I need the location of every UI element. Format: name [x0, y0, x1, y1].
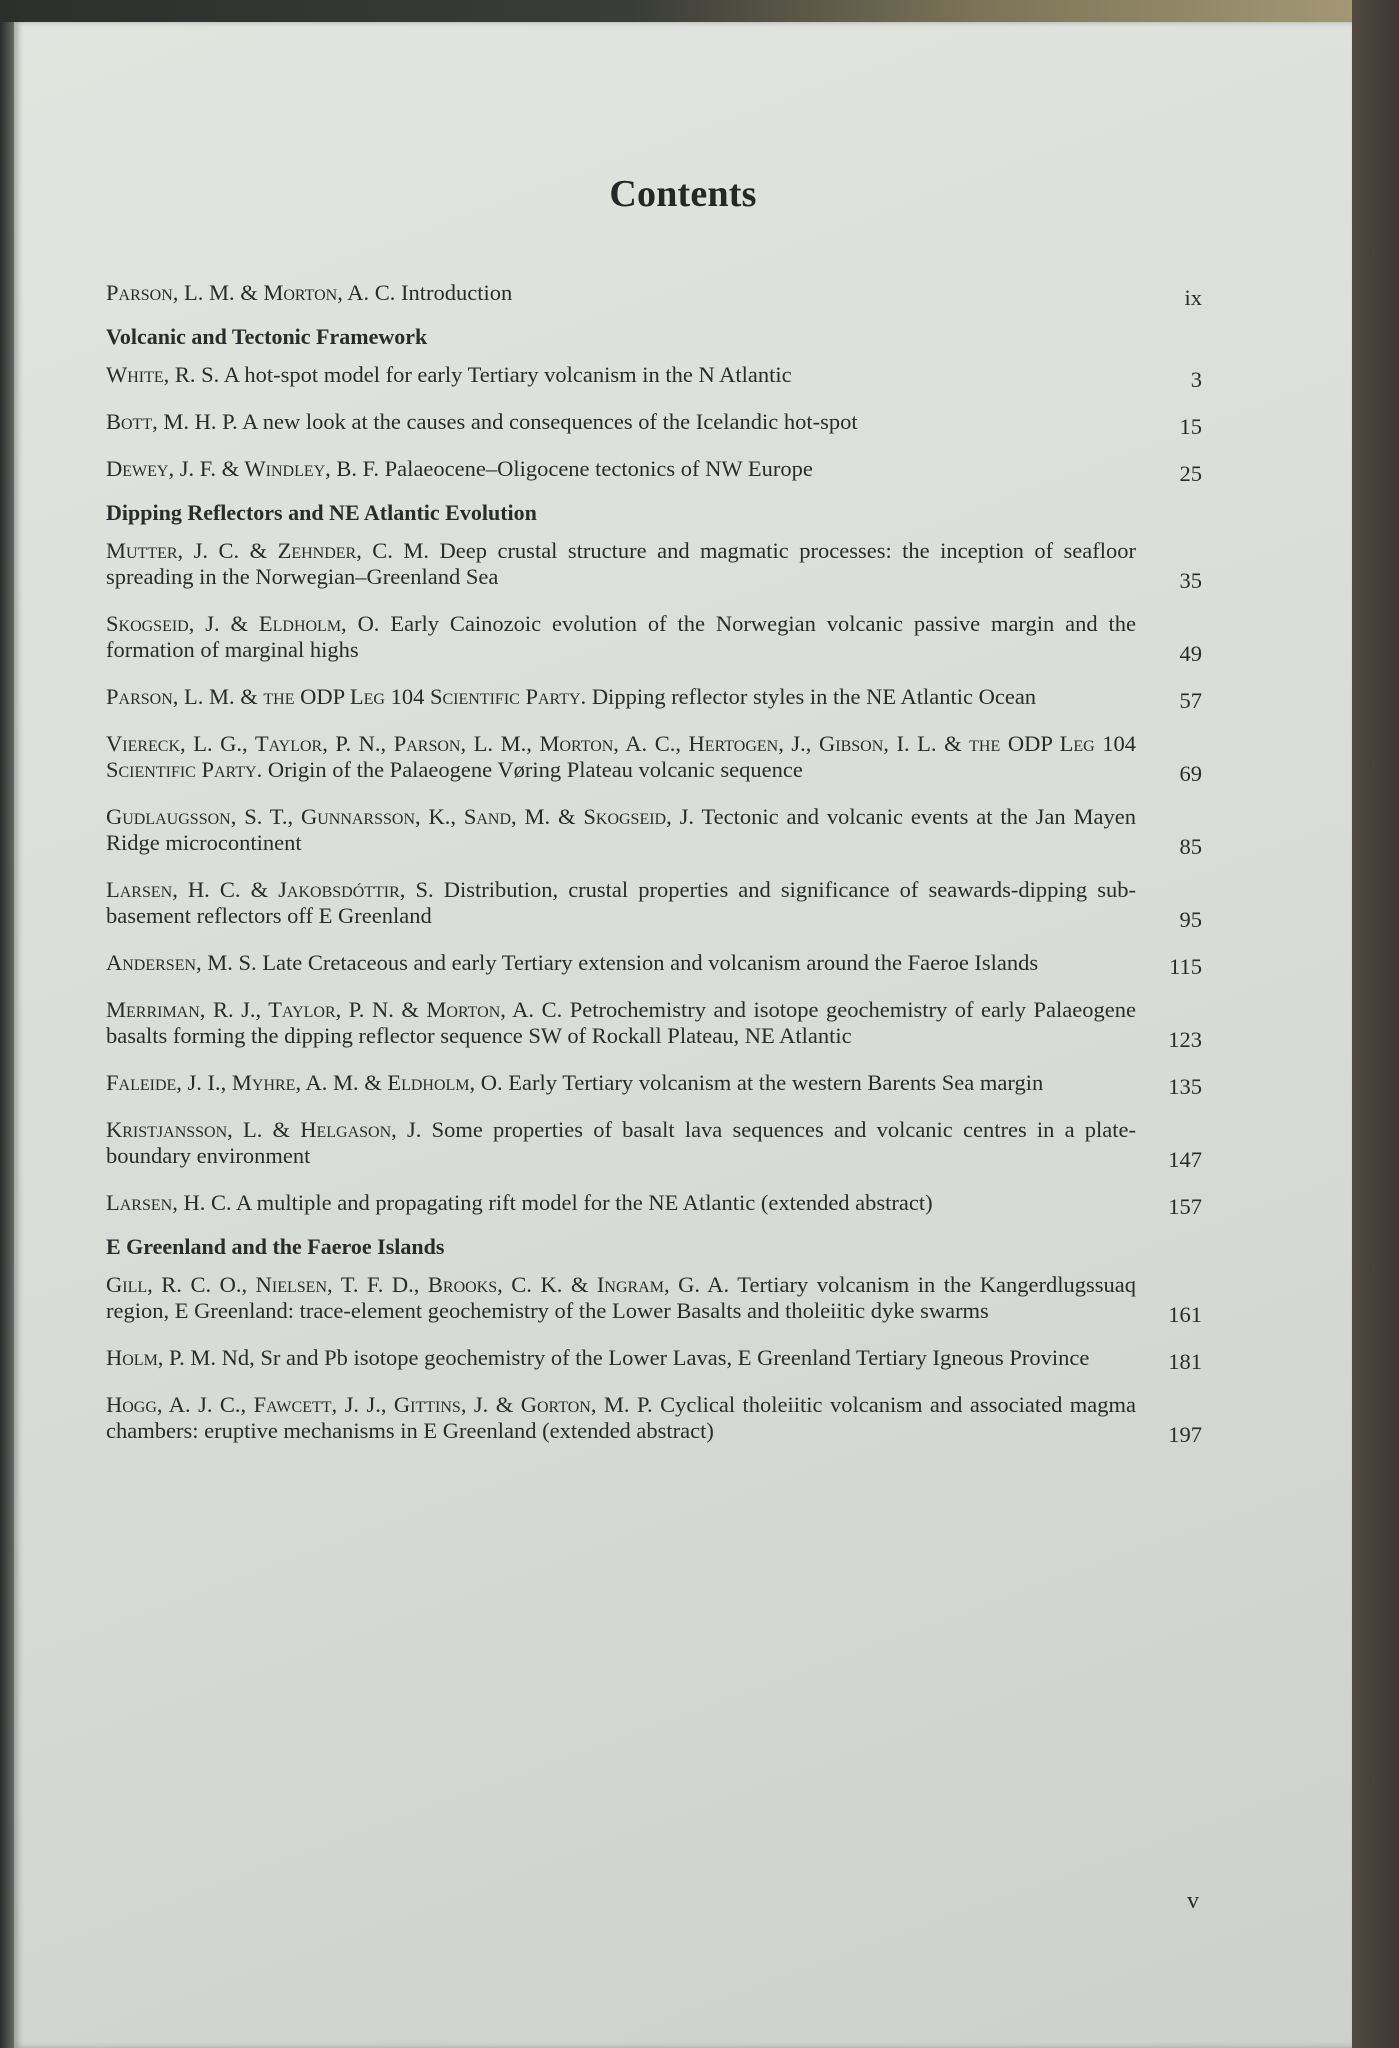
entry-citation [106, 804, 1136, 856]
table-of-contents [106, 280, 1202, 1447]
entry-authors: Hogg, A. J. C., Fawcett, J. J., Gittins, J. & Gorton, M. P. [106, 1392, 653, 1417]
entry-page-number: 69 [1179, 761, 1202, 786]
entry-citation [106, 1117, 1136, 1169]
section-heading-text: Volcanic and Tectonic Framework [106, 324, 428, 349]
section-heading [106, 1234, 1202, 1260]
entry-citation [106, 950, 1136, 976]
section-heading [106, 500, 1202, 526]
entry-title: Tectonic and volcanic events at the Jan Mayen Ridge microcontinent [106, 804, 1137, 855]
toc-entry [106, 1345, 1202, 1374]
entry-title: A new look at the causes and consequences of the Icelandic hot-spot [242, 409, 858, 434]
entry-authors: Parson, L. M. & Morton, A. C. [106, 280, 396, 305]
entry-page-number: 181 [1168, 1349, 1202, 1374]
entry-authors: Bott, M. H. P. [106, 409, 238, 434]
entry-title: Distribution, crustal properties and significance of seawards-dipping sub-basement reflectors off E Greenland [106, 877, 1136, 928]
entry-citation [106, 997, 1136, 1049]
toc-entry [106, 1190, 1202, 1219]
toc-entry [106, 731, 1202, 786]
toc-entry [106, 1070, 1202, 1099]
entry-page-number: 57 [1179, 688, 1202, 713]
entry-authors: White, R. S. [106, 362, 220, 387]
entry-citation [106, 362, 1136, 388]
toc-entry [106, 280, 1202, 310]
entry-authors: Parson, L. M. & the ODP Leg 104 Scientific Party. [106, 684, 587, 709]
toc-entry [106, 950, 1202, 979]
entry-authors: Viereck, L. G., Taylor, P. N., Parson, L. M., Morton, A. C., Hertogen, J., Gibson, I. L. & the ODP Leg 104 Scientific Party. [106, 731, 1136, 782]
page-number: v [1187, 1888, 1199, 1914]
entry-citation [106, 538, 1136, 590]
entry-page-number: 49 [1179, 641, 1202, 666]
entry-title: Early Tertiary volcanism at the western Barents Sea margin [508, 1070, 1044, 1095]
entry-citation [106, 456, 1136, 482]
entry-page-number: 25 [1179, 461, 1202, 486]
toc-entry [106, 456, 1202, 486]
entry-title: Nd, Sr and Pb isotope geochemistry of the Lower Lavas, E Greenland Tertiary Igneous Province [221, 1345, 1090, 1370]
toc-entry [106, 1117, 1202, 1172]
entry-page-number: 123 [1168, 1027, 1202, 1052]
entry-title: Petrochemistry and isotope geochemistry of early Palaeogene basalts forming the dipping reflector sequence SW of Rockall Plateau, NE Atlantic [106, 997, 1136, 1048]
entry-citation [106, 1190, 1136, 1216]
page-title: Contents [609, 173, 757, 215]
toc-entry [106, 1272, 1202, 1327]
entry-citation [106, 684, 1136, 710]
entry-title: Dipping reflector styles in the NE Atlantic Ocean [591, 684, 1037, 709]
entry-page-number: 35 [1179, 568, 1202, 593]
entry-authors: Merriman, R. J., Taylor, P. N. & Morton, A. C. [106, 997, 563, 1022]
entry-page-number: ix [1184, 285, 1202, 310]
entry-citation [106, 731, 1136, 783]
entry-citation [106, 409, 1136, 435]
entry-title: Origin of the Palaeogene Vøring Plateau volcanic sequence [267, 757, 803, 782]
entry-page-number: 95 [1179, 907, 1202, 932]
entry-title: Early Cainozoic evolution of the Norwegian volcanic passive margin and the formation of marginal highs [106, 611, 1136, 662]
entry-title: Palaeocene–Oligocene tectonics of NW Europe [384, 456, 813, 481]
section-heading-text: E Greenland and the Faeroe Islands [106, 1234, 445, 1259]
entry-title: Some properties of basalt lava sequences and volcanic centres in a plate-boundary environment [106, 1117, 1136, 1168]
entry-authors: Andersen, M. S. [106, 950, 257, 975]
entry-title: A hot-spot model for early Tertiary volcanism in the N Atlantic [223, 362, 792, 387]
entry-citation [106, 1272, 1136, 1324]
entry-page-number: 147 [1168, 1147, 1202, 1172]
entry-page-number: 157 [1168, 1194, 1202, 1219]
toc-entry [106, 877, 1202, 932]
entry-citation [106, 877, 1136, 929]
entry-page-number: 15 [1179, 414, 1202, 439]
entry-page-number: 197 [1168, 1422, 1202, 1447]
entry-page-number: 85 [1179, 834, 1202, 859]
entry-citation [106, 1392, 1136, 1444]
entry-authors: Faleide, J. I., Myhre, A. M. & Eldholm, O. [106, 1070, 503, 1095]
book-top-edge [0, 0, 1399, 22]
entry-citation [106, 1070, 1136, 1096]
toc-entry [106, 997, 1202, 1052]
entry-page-number: 3 [1190, 367, 1202, 392]
toc-entry [106, 1392, 1202, 1447]
entry-authors: Larsen, H. C. & Jakobsdóttir, S. [106, 877, 434, 902]
entry-citation [106, 1345, 1136, 1371]
entry-authors: Gill, R. C. O., Nielsen, T. F. D., Brooks, C. K. & Ingram, G. A. [106, 1272, 730, 1297]
entry-title: Late Cretaceous and early Tertiary extension and volcanism around the Faeroe Islands [262, 950, 1039, 975]
section-heading-text: Dipping Reflectors and NE Atlantic Evolution [106, 500, 537, 525]
book-cover-edge [1352, 0, 1399, 2048]
entry-title: Deep crustal structure and magmatic processes: the inception of seafloor spreading in the Norwegian–Greenland Sea [106, 538, 1137, 589]
entry-page-number: 115 [1169, 954, 1202, 979]
toc-entry [106, 611, 1202, 666]
entry-title: Introduction [401, 280, 513, 305]
entry-authors: Skogseid, J. & Eldholm, O. [106, 611, 380, 636]
entry-authors: Holm, P. M. [106, 1345, 216, 1370]
book-page [14, 22, 1352, 2048]
entry-authors: Gudlaugsson, S. T., Gunnarsson, K., Sand, M. & Skogseid, J. [106, 804, 694, 829]
toc-entry [106, 409, 1202, 439]
toc-entry [106, 362, 1202, 392]
entry-page-number: 161 [1168, 1302, 1202, 1327]
entry-authors: Kristjansson, L. & Helgason, J. [106, 1117, 422, 1142]
toc-entry [106, 538, 1202, 593]
toc-entry [106, 684, 1202, 713]
entry-citation [106, 280, 1136, 306]
entry-authors: Mutter, J. C. & Zehnder, C. M. [106, 538, 430, 563]
section-heading [106, 324, 1202, 350]
entry-title: Cyclical tholeiitic volcanism and associated magma chambers: eruptive mechanisms in E Greenland (extended abstract) [106, 1392, 1137, 1443]
entry-citation [106, 611, 1136, 663]
entry-title: A multiple and propagating rift model for the NE Atlantic (extended abstract) [235, 1190, 933, 1215]
entry-title: Tertiary volcanism in the Kangerdlugssuaq region, E Greenland: trace-element geochemistry of the Lower Basalts and tholeiitic dyke swarms [106, 1272, 1137, 1323]
entry-authors: Larsen, H. C. [106, 1190, 232, 1215]
entry-page-number: 135 [1168, 1074, 1202, 1099]
toc-entry [106, 804, 1202, 859]
entry-authors: Dewey, J. F. & Windley, B. F. [106, 456, 380, 481]
